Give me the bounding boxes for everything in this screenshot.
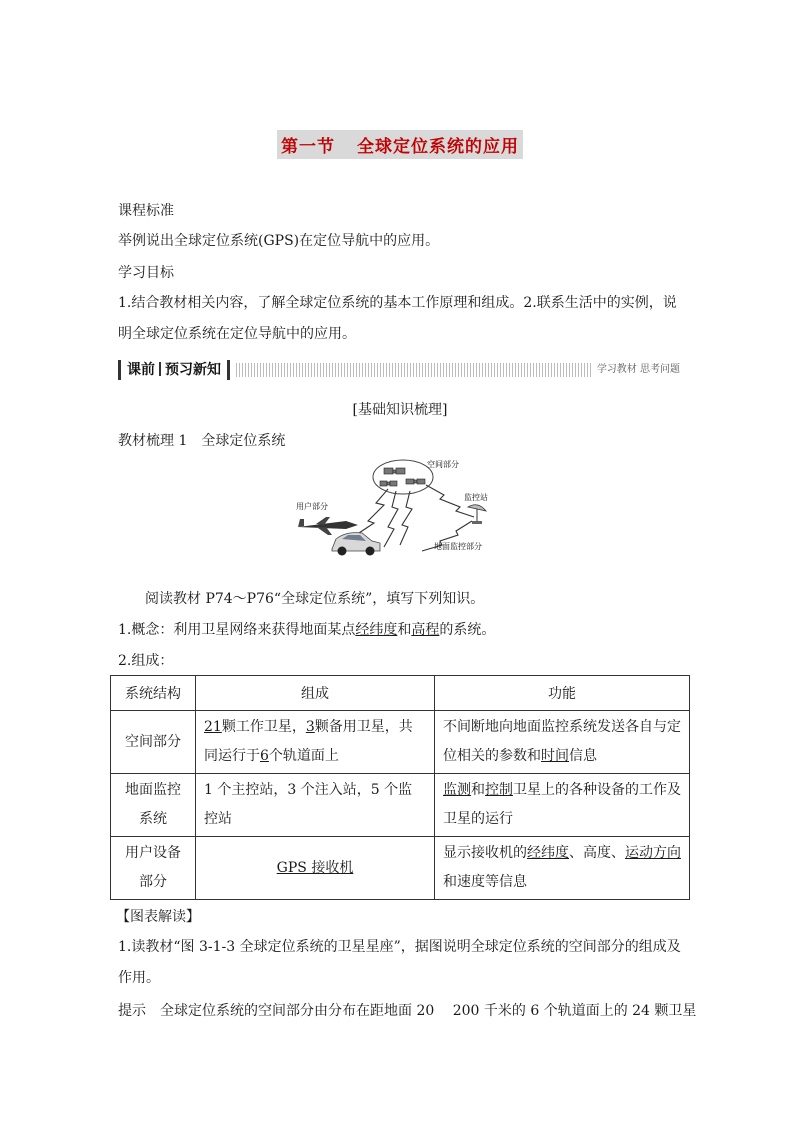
banner-tag xyxy=(118,360,230,380)
blank-time: 时间 xyxy=(541,748,569,764)
banner-left: 课前 xyxy=(127,362,155,378)
blank-monitor: 监测 xyxy=(443,782,471,798)
table-row xyxy=(111,711,690,774)
satellite-icons xyxy=(380,468,425,486)
row-user-name: 用户设备部分 xyxy=(111,837,196,900)
row-ground-name: 地面监控系统 xyxy=(111,774,196,837)
banner-right: 预习新知 xyxy=(165,362,221,378)
concept-mid: 和 xyxy=(397,622,412,638)
blank-3: 3 xyxy=(305,719,315,735)
table-header-row xyxy=(111,676,690,711)
banner-hint: 学习教材 思考问题 xyxy=(593,362,684,378)
blank-gps-receiver: GPS 接收机 xyxy=(276,859,354,876)
blank-direction: 运动方向 xyxy=(625,845,681,861)
concept-prefix: 1.概念：利用卫星网络来获得地面某点 xyxy=(118,622,356,638)
row-ground-composition: 1 个主控站，3 个注入站，5 个监控站 xyxy=(196,774,435,837)
learning-goals-text: 1.结合教材相关内容，了解全球定位系统的基本工作原理和组成。2.联系生活中的实例，说明全球定位系统在定位导航中的应用。 xyxy=(118,295,677,342)
course-standard-heading: 课程标准 xyxy=(118,203,174,219)
row-user-composition xyxy=(196,837,435,900)
preview-banner xyxy=(118,360,684,380)
header-function: 功能 xyxy=(435,676,690,711)
page-title xyxy=(277,130,523,159)
concept-term-elevation: 高程 xyxy=(411,622,440,638)
table-row xyxy=(111,837,690,900)
composition-heading: 2.组成： xyxy=(118,653,174,669)
airplane-icon xyxy=(298,517,358,535)
blank-21: 21 xyxy=(204,719,222,735)
car-icon xyxy=(332,533,380,556)
title-wrap xyxy=(0,130,800,159)
row-user-function: 显示接收机的经纬度、高度、运动方向和速度等信息 xyxy=(435,837,690,900)
blank-control: 控制 xyxy=(485,782,513,798)
row-space-name: 空间部分 xyxy=(111,711,196,774)
station-icon xyxy=(468,505,486,524)
reading-instruction: 阅读教材 P74～P76“全球定位系统”，填写下列知识。 xyxy=(145,591,485,607)
section-heading: [基础知识梳理] xyxy=(352,402,448,418)
blank-6: 6 xyxy=(260,748,269,764)
question-1: 1.读教材“图 3-1-3 全球定位系统的卫星星座”，据图说明全球定位系统的空间部分的组成及作用。 xyxy=(118,939,681,986)
gps-composition-table xyxy=(110,675,690,900)
label-ground: 地面监控部分 xyxy=(434,542,482,551)
concept-term-latlon: 经纬度 xyxy=(355,622,398,638)
orbit-ellipse xyxy=(373,460,433,494)
gps-diagram-svg xyxy=(296,455,511,565)
row-space-composition: 21颗工作卫星，3颗备用卫星，共同运行于6个轨道面上 xyxy=(196,711,435,774)
row-ground-function: 监测和控制卫星上的各种设备的工作及卫星的运行 xyxy=(435,774,690,837)
course-standard-text: 举例说出全球定位系统(GPS)在定位导航中的应用。 xyxy=(118,233,440,249)
row-space-function: 不间断地向地面监控系统发送各自与定位相关的参数和时间信息 xyxy=(435,711,690,774)
learning-goals-heading: 学习目标 xyxy=(118,265,174,281)
gps-diagram xyxy=(296,455,511,565)
blank-latlon: 经纬度 xyxy=(527,845,569,861)
title-section: 第一节 xyxy=(281,137,335,157)
topic-heading: 教材梳理 1 全球定位系统 xyxy=(118,433,286,449)
chart-reading-heading: 【图表解读】 xyxy=(116,909,200,925)
header-composition: 组成 xyxy=(196,676,435,711)
title-text: 全球定位系统的应用 xyxy=(357,137,519,157)
table-row xyxy=(111,774,690,837)
header-structure: 系统结构 xyxy=(111,676,196,711)
label-station: 监控站 xyxy=(464,493,488,502)
hint-line: 提示 全球定位系统的空间部分由分布在距地面 20 200 千米的 6 个轨道面上的 24 颗卫星 xyxy=(118,1003,697,1019)
label-space: 空间部分 xyxy=(427,460,459,469)
concept-line xyxy=(118,619,495,639)
concept-suffix: 的系统。 xyxy=(439,622,496,638)
label-user: 用户部分 xyxy=(296,502,328,511)
